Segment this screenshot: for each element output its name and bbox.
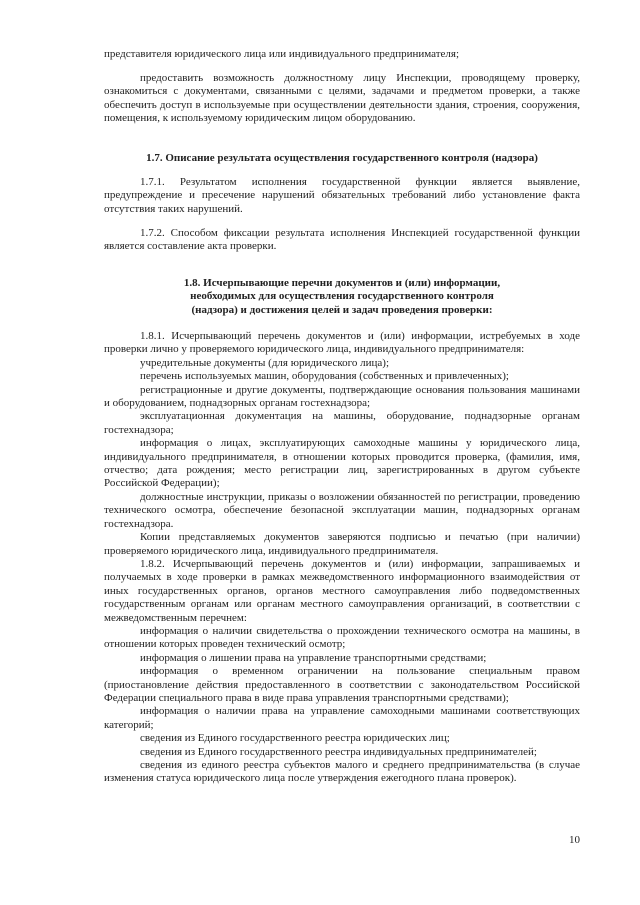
page-number: 10	[569, 834, 580, 846]
section-heading-line: необходимых для осуществления государственного контроля	[190, 290, 494, 303]
list-item: перечень используемых машин, оборудования (собственных и привлеченных);	[140, 370, 509, 383]
paragraph-access	[104, 72, 580, 126]
list-item: эксплуатационная документация на машины, оборудование, поднадзорные органам гостехнадзора;	[104, 410, 580, 436]
section-1-7	[104, 176, 580, 216]
list-item: учредительные документы (для юридического лица);	[140, 356, 390, 369]
paragraph-copies: Копии представляемых документов заверяются подписью и печатью (при наличии) проверяемого юридического лица, индивидуального предпринимателя.	[104, 531, 580, 557]
paragraph: предоставить возможность должностному лицу Инспекции, проводящему проверку, ознакомиться с документами, связанными с целями, задачами и предметом проверки, а также обеспечить доступ в используемые при осуществлении деятельности здания, строения, сооружения, помещения, к используемому юридическим лицом оборудованию.	[104, 72, 580, 125]
section-heading-line: 1.8. Исчерпывающие перечни документов и (или) информации,	[183, 277, 501, 289]
section-heading: 1.7. Описание результата осуществления государственного контроля (надзора)	[146, 152, 538, 164]
text-line: представителя юридического лица или индивидуального предпринимателя;	[104, 48, 460, 60]
list-item: сведения из Единого государственного реестра юридических лиц;	[140, 732, 450, 745]
paragraph-1-7-1: 1.7.1. Результатом исполнения государственной функции является выявление, предупреждение и пресечение нарушений обязательных требований либо установление факта отсутствия таких нарушений.	[104, 176, 580, 215]
list-item: регистрационные и другие документы, подтверждающие основания пользования машинами и оборудованием, поднадзорных органам гостехнадзора;	[104, 383, 580, 410]
list-item: сведения из единого реестра субъектов малого и среднего предпринимательства (в случае изменения статуса юридического лица после утверждения ежегодного плана проверок).	[104, 759, 580, 785]
list-item: информация о временном ограничении на пользование специальным правом (приостановление действия предоставленного в соответствии с законодательством Российской Федерации специального права в виде права управления транспортными средствами);	[104, 665, 580, 704]
list-item: должностные инструкции, приказы о возложении обязанностей по регистрации, проведению технического осмотра, обеспечение безопасной эксплуатации машин, поднадзорных органам гостехнадзора.	[104, 490, 580, 530]
list-item: сведения из Единого государственного реестра индивидуальных предпринимателей;	[140, 745, 537, 758]
section-1-8-heading	[104, 277, 580, 317]
paragraph-1-7-2: 1.7.2. Способом фиксации результата исполнения Инспекцией государственной функции является составление акта проверки.	[104, 227, 580, 253]
continuation-line	[104, 48, 580, 61]
paragraph-1-8-2: 1.8.2. Исчерпывающий перечень документов и (или) информации, запрашиваемых и получаемых в ходе проверки в рамках межведомственного информационного взаимодействия от иных государственных органов, органов местного самоуправления либо подведомственных государственным органам или органам местного самоуправления организаций, в соответствии с межведомственным перечнем:	[104, 557, 580, 624]
section-1-8-body	[104, 330, 580, 786]
list-item: информация о наличии права на управление самоходными машинами соответствующих категорий;	[104, 705, 580, 731]
list-item: информация о лишении права на управление транспортными средствами;	[140, 651, 487, 664]
section-1-7-heading	[104, 152, 580, 165]
paragraph-1-8-1: 1.8.1. Исчерпывающий перечень документов и (или) информации, истребуемых в ходе проверки лично у проверяемого юридического лица, индивидуального предпринимателя:	[104, 330, 580, 356]
section-heading-line: (надзора) и достижения целей и задач проведения проверки:	[191, 303, 493, 316]
section-1-7-2	[104, 227, 580, 254]
list-item: информация о наличии свидетельства о прохождении технического осмотра на машины, в отношении которых проведен технический осмотр;	[104, 624, 580, 651]
list-item: информация о лицах, эксплуатирующих самоходные машины у юридического лица, индивидуального предпринимателя, в отношении которых проводится проверка, (фамилия, имя, отчество; дата рождения; место регистрации лиц, зарегистрированных в другом субъекте Российской Федерации);	[104, 437, 580, 490]
